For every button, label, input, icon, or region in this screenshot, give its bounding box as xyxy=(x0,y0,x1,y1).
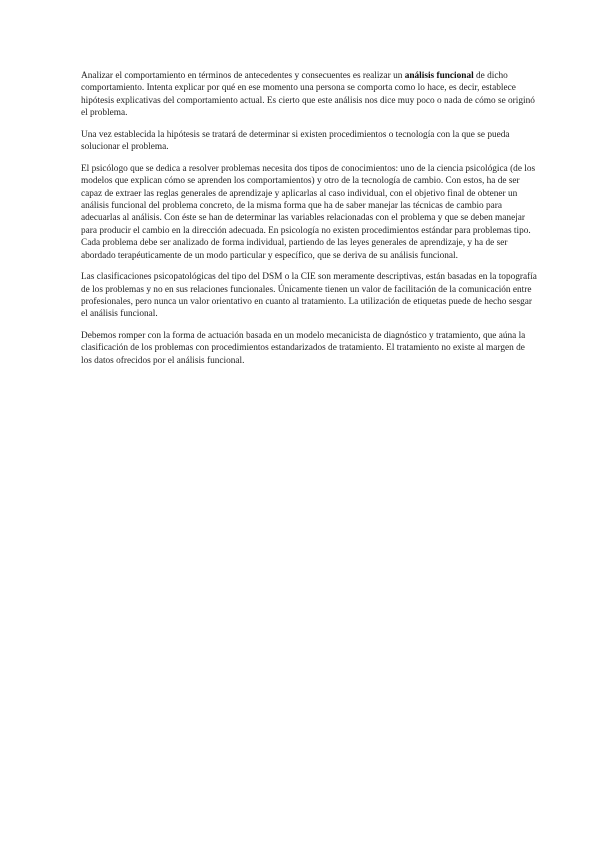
paragraph-clasificaciones: Las clasificaciones psicopatológicas del tipo del DSM o la CIE son meramente descriptivas, están basadas en la topografía de los problemas y no en sus relaciones funcionales. Únicamente tienen un valor de facilitación de la comunicación entre profesionales, pero nunca un valor orientativo en cuanto al tratamiento. La utilización de etiquetas puede de hecho sesgar el análisis funcional. xyxy=(81,272,537,320)
paragraph-1-text-start: Analizar el comportamiento en términos de antecedentes y consecuentes es realizar un xyxy=(81,71,405,81)
analisis-funcional-term: análisis funcional xyxy=(404,71,474,81)
paragraph-hipotesis: Una vez establecida la hipótesis se tratará de determinar si existen procedimientos o tecnología con la que se pueda solucionar el problema. xyxy=(81,129,510,153)
document-body xyxy=(81,70,537,376)
paragraph-1-text-end: de dicho comportamiento. Intenta explicar por qué en ese momento una persona se comporta como lo hace, es decir, establece hipótesis explicativas del comportamiento actual. Es cierto que este análisis nos dice muy poco o nada de cómo se originó el problema. xyxy=(81,71,535,119)
paragraph-analisis-funcional xyxy=(81,70,537,120)
paragraph-conocimientos: El psicólogo que se dedica a resolver problemas necesita dos tipos de conocimientos: uno de la ciencia psicológica (de los modelos que explican cómo se aprenden los comportamientos) y otro de la tecnología de cambio. Con estos, ha de ser capaz de extraer las reglas generales de aprendizaje y aplicarlas al caso individual, con el objetivo final de obtener un análisis funcional del problema concreto, de la misma forma que ha de saber manejar las técnicas de cambio para adecuarlas al análisis. Con éste se han de determinar las variables relacionadas con el problema y que se deben manejar para producir el cambio en la dirección adecuada. En psicología no existen procedimientos estándar para problemas tipo. Cada problema debe ser analizado de forma individual, partiendo de las leyes generales de aprendizaje, y ha de ser abordado terapéuticamente de un modo particular y específico, que se deriva de su análisis funcional. xyxy=(81,163,536,261)
paragraph-modelo-mecanicista: Debemos romper con la forma de actuación basada en un modelo mecanicista de diagnóstico y tratamiento, que aúna la clasificación de los problemas con procedimientos estandarizados de tratamiento. El tratamiento no existe al margen de los datos ofrecidos por el análisis funcional. xyxy=(81,331,526,366)
